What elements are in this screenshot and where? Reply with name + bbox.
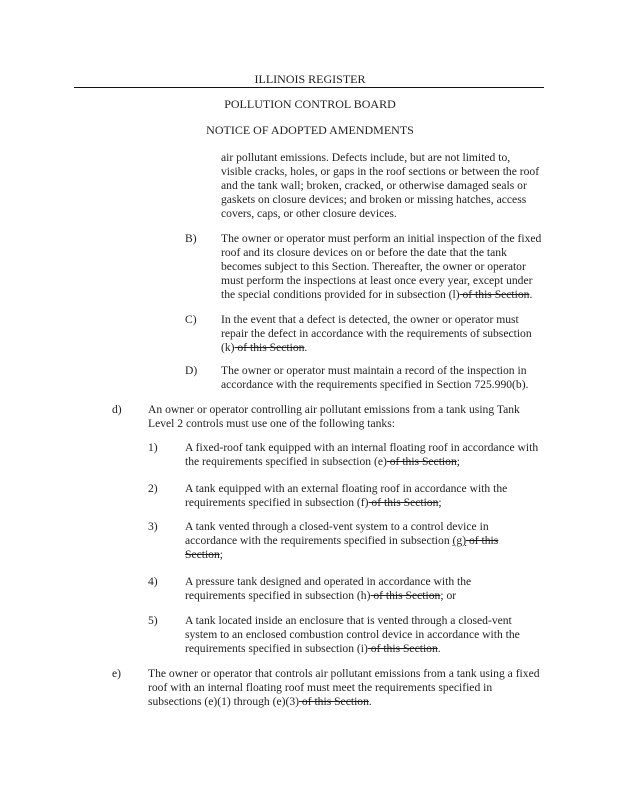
subitem-1-text: A fixed-roof tank equipped with an internal floating roof in accordance with the requirements specified in subsection (e) [185,441,539,468]
header-rule [74,87,544,88]
subitem-3-end: ; [219,548,224,561]
item-b-struck: of this Section [459,288,530,301]
subitem-5-struck: of this Section [367,642,438,655]
section-e-end: . [368,695,372,708]
subitem-4-text: A pressure tank designed and operated in accordance with the requirements specified in subsection (h) [185,575,472,602]
section-d-label: d) [112,403,122,416]
subitem-1-struck: of this Section [386,455,457,468]
subitem-5-paragraph [185,614,543,656]
subitem-1-paragraph [185,441,543,469]
subitem-4-paragraph [185,575,515,603]
subitem-5-label: 5) [148,614,158,627]
item-c-struck: of this Section [234,341,305,354]
subitem-3-underlined: (g) [452,534,467,547]
section-e-label: e) [112,667,122,680]
subitem-1-end: ; [456,455,460,468]
subitem-5-end: . [437,642,441,655]
subitem-2-paragraph [185,482,543,510]
item-d-label: D) [185,364,198,377]
item-c-end: . [304,341,308,354]
item-b-end: . [529,288,533,301]
subitem-2-text: A tank equipped with an external floating roof in accordance with the requirements specified in subsection (f) [185,482,508,509]
subitem-4-end: ; or [440,589,457,602]
subitem-3-label: 3) [148,520,158,533]
subitem-4-label: 4) [148,575,158,588]
section-d-paragraph: An owner or operator controlling air pollutant emissions from a tank using Tank Level 2 controls must use one of the following tanks: [148,403,520,430]
section-e-text: The owner or operator that controls air pollutant emissions from a tank using a fixed roof with an internal floating roof must meet the requirements specified in subsections (e)(1) through (e)(3) [148,667,540,708]
subitem-3-paragraph [185,520,530,562]
board-title: POLLUTION CONTROL BOARD [224,97,396,111]
subitem-4-struck: of this Section [370,589,441,602]
section-e-struck: of this Section [299,695,369,708]
item-b-paragraph [221,232,543,302]
subitem-2-end: ; [438,496,442,509]
subitem-3-struck: of this Section [185,534,499,561]
item-c-paragraph [221,313,543,355]
item-d-paragraph: The owner or operator must maintain a record of the inspection in accordance with the requirements specified in Section 725.990(b). [221,364,529,391]
continuation-paragraph: air pollutant emissions. Defects include, but are not limited to, visible cracks, holes, or gaps in the roof sections or between the roof and the tank wall; broken, cracked, or otherwise damaged seals or gaskets on closure devices; and broken or missing hatches, access covers, caps, or other closure devices. [221,151,540,220]
subitem-2-label: 2) [148,482,158,495]
notice-title: NOTICE OF ADOPTED AMENDMENTS [206,123,414,137]
subitem-3-text: A tank vented through a closed-vent system to a control device in accordance with the requirements specified in subsection [185,520,489,547]
subitem-2-struck: of this Section [368,496,439,509]
register-title: ILLINOIS REGISTER [254,72,366,86]
subitem-5-text: A tank located inside an enclosure that is vented through a closed-vent system to an enclosed combustion control device in accordance with the requirements specified in subsection (i) [185,614,520,655]
item-b-label: B) [185,232,197,245]
item-c-text: In the event that a defect is detected, the owner or operator must repair the defect in accordance with the requirements of subsection (k) [221,313,532,354]
item-c-label: C) [185,313,197,326]
subitem-1-label: 1) [148,441,158,454]
section-e-paragraph [148,667,543,709]
item-b-text: The owner or operator must perform an initial inspection of the fixed roof and its closure devices on or before the date that the tank becomes subject to this Section. Thereafter, the owner or operator must perform the inspections at least once every year, except under the special conditions provided for in subsection (l) [221,232,542,301]
